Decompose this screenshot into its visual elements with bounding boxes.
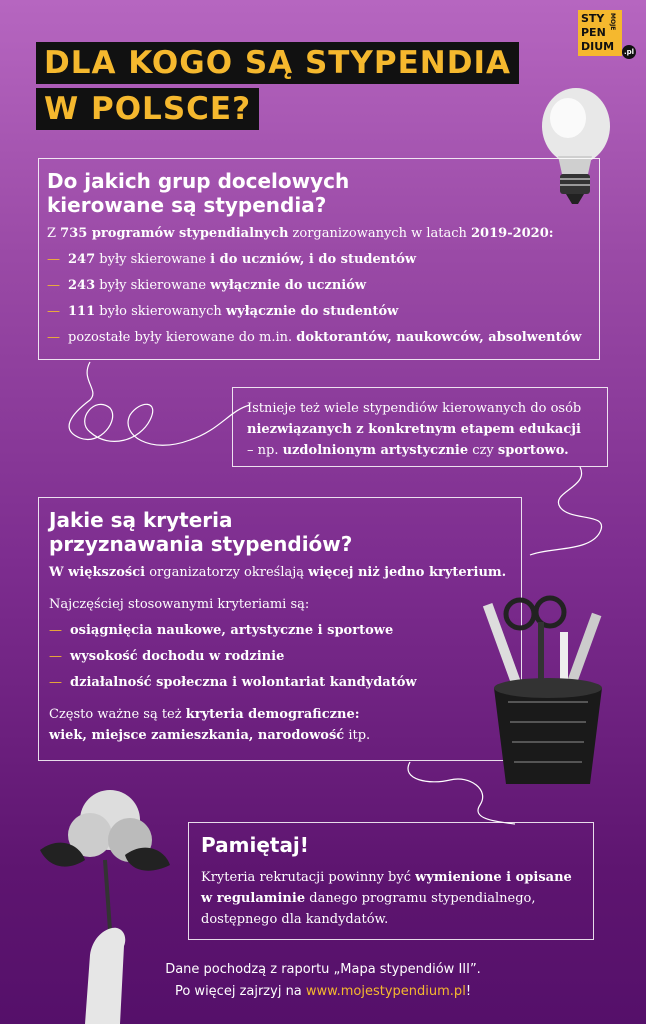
criteria-heading-2: przyznawania stypendiów?	[49, 532, 353, 556]
list-item: — 247 były skierowane i do uczniów, i do studentów	[47, 252, 417, 267]
scribble-line-icon	[520, 467, 620, 557]
list-item: — pozostałe były kierowane do m.in. doktorantów, naukowców, absolwentów	[47, 330, 582, 345]
list-item: — wysokość dochodu w rodzinie	[49, 649, 285, 664]
logo-text-2: PEN	[581, 26, 606, 39]
remember-heading: Pamiętaj!	[201, 833, 309, 857]
mojestypendium-logo[interactable]	[578, 10, 635, 56]
remember-line-3: dostępnego dla kandydatów.	[201, 912, 389, 927]
list-item: — 243 były skierowane wyłącznie do uczniów	[47, 278, 367, 293]
footer-source: Dane pochodzą z raportu „Mapa stypendiów III”.	[165, 962, 481, 977]
target-groups-heading-2: kierowane są stypendia?	[47, 193, 327, 217]
criteria-demographic-1: Często ważne są też kryteria demograficzne:	[49, 707, 360, 722]
target-groups-intro: Z 735 programów stypendialnych zorganizowanych w latach 2019-2020:	[47, 226, 554, 241]
footer-link-line	[0, 982, 646, 1002]
list-item: — działalność społeczna i wolontariat kandydatów	[49, 675, 417, 690]
footer-text: Po więcej zajrzyj na	[174, 984, 306, 999]
criteria-heading-1: Jakie są kryteria	[49, 508, 233, 532]
list-item: — 111 było skierowanych wyłącznie do studentów	[47, 304, 399, 319]
criteria-list-intro: Najczęściej stosowanymi kryteriami są:	[49, 597, 310, 612]
criteria-section	[38, 497, 522, 761]
list-item: — osiągnięcia naukowe, artystyczne i sportowe	[49, 623, 394, 638]
target-groups-heading-1: Do jakich grup docelowych	[47, 169, 350, 193]
website-link[interactable]: www.mojestypendium.pl	[305, 984, 466, 999]
logo-text-3: DIUM	[581, 40, 615, 53]
remember-section	[188, 822, 594, 940]
page-title-line-1: DLA KOGO SĄ STYPENDIA	[36, 42, 519, 84]
logo-text-pl: .pl	[622, 45, 636, 59]
criteria-demographic-2: wiek, miejsce zamieszkania, narodowość itp.	[49, 728, 371, 743]
logo-text-sub: MOJE	[609, 13, 616, 31]
logo-text-1: STY	[581, 12, 605, 25]
scribble-line-icon	[60, 360, 260, 470]
note-line-2: niezwiązanych z konkretnym etapem edukacji	[247, 422, 581, 437]
note-line-3: – np. uzdolnionym artystycznie czy sportowo.	[247, 443, 569, 458]
target-groups-section	[38, 158, 600, 360]
page-title-line-2: W POLSCE?	[36, 88, 259, 130]
remember-line-2: w regulaminie danego programu stypendialnego,	[201, 891, 536, 906]
scribble-line-icon	[400, 760, 520, 826]
other-scholarships-note	[232, 387, 608, 467]
note-line-1: Istnieje też wiele stypendiów kierowanych do osób	[247, 401, 582, 416]
remember-line-1: Kryteria rekrutacji powinny być wymienione i opisane	[201, 870, 572, 885]
criteria-lead: W większości organizatorzy określają więcej niż jedno kryterium.	[49, 565, 507, 580]
footer-text-end: !	[465, 984, 472, 999]
